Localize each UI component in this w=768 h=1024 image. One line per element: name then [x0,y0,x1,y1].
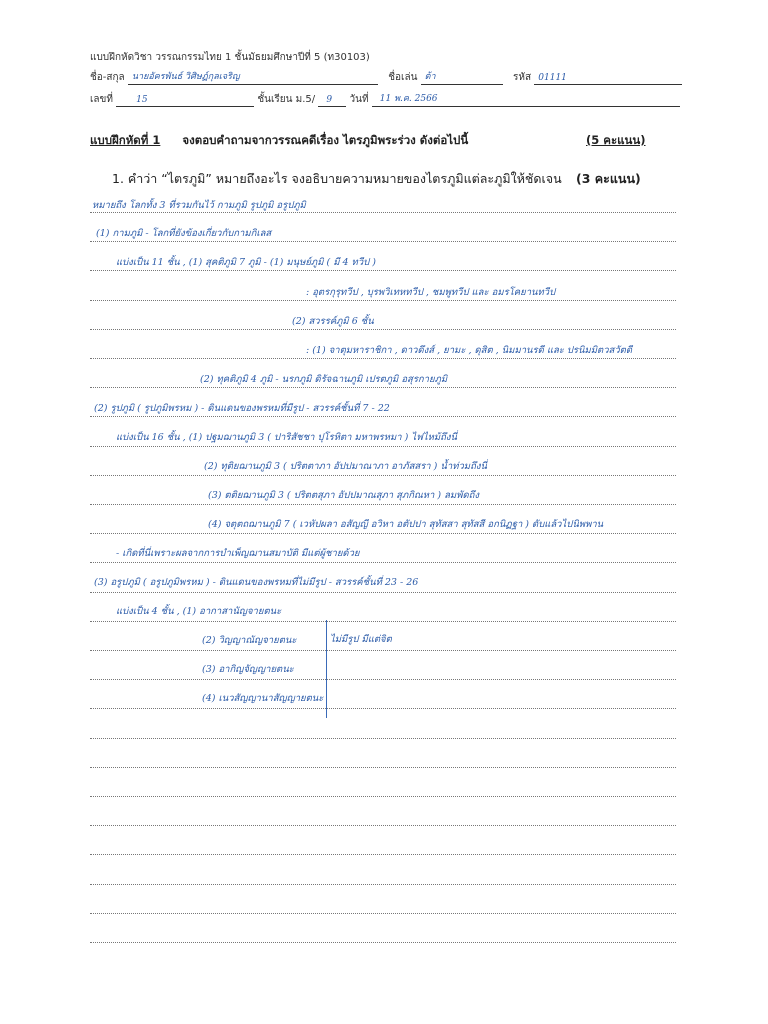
number-field[interactable] [116,94,254,107]
answer-rule [90,942,676,943]
id-label: รหัส [513,72,532,83]
nickname-label: ชื่อเล่น [388,72,418,83]
answer-line-18: (4) เนวสัญญานาสัญญายตนะ [202,693,324,704]
answer-rule [90,416,676,417]
answer-rule [90,592,676,593]
answer-rule [90,475,676,476]
answer-rule [90,270,676,271]
date-value: 11 พ.ค. 2566 [379,94,438,104]
answer-rule [90,621,676,622]
number-value: 15 [136,95,148,105]
id-value: 01111 [538,73,567,83]
answer-line-4: : อุตรกุรุทวีป , บุรพวิเทหทวีป , ชมพูทวีป และ อมรโคยานทวีป [306,287,556,298]
answer-rule [90,854,676,855]
answer-rule [90,358,676,359]
exercise-label: แบบฝึกหัดที่ 1 [90,133,161,147]
answer-line-7: (2) ทุคติภูมิ 4 ภูมิ - นรกภูมิ ดิรัจฉานภูมิ เปรตภูมิ อสุรกายภูมิ [200,374,448,385]
question-points: (3 คะแนน) [576,171,641,186]
course-header: แบบฝึกหัดวิชา วรรณกรรมไทย 1 ชั้นมัธยมศึกษาปีที่ 5 (ท30103) [90,52,370,63]
answer-line-3: แบ่งเป็น 11 ชั้น , (1) สุคติภูมิ 7 ภูมิ - (1) มนุษย์ภูมิ ( มี 4 ทวีป ) [116,257,376,268]
answer-rule [90,767,676,768]
answer-rule [90,504,676,505]
answer-line-12: (4) จตุตถฌานภูมิ 7 ( เวหัปผลา อสัญญี อวิหา อตัปปา สุทัสสา สุทัสสี อกนิฏฐา ) ดับแล้วไปนิพพาน [208,519,604,530]
answer-line-13: - เกิดที่นี่เพราะผลจากการบำเพ็ญฌานสมาบัติ มีแต่ผู้ชายด้วย [116,548,360,559]
arupa-bracket [318,620,327,718]
exercise-title [90,132,646,150]
answer-rule [90,738,676,739]
id-field[interactable] [534,72,682,85]
answer-line-14: (3) อรูปภูมิ ( อรูปภูมิพรหม ) - ดินแดนของพรหมที่ไม่มีรูป - สวรรค์ชั้นที่ 23 - 26 [94,577,419,588]
answer-rule [90,387,676,388]
answer-rule [90,825,676,826]
nickname-field[interactable] [421,72,503,85]
nickname-value: ต้า [424,72,436,82]
exercise-instruction: จงตอบคำถามจากวรรณคดีเรื่อง ไตรภูมิพระร่วง ดังต่อไปนี้ [182,133,469,147]
answer-rule [90,241,676,242]
answer-line-10: (2) ทุติยฌานภูมิ 3 ( ปริตตาภา อัปปมาณาภา อาภัสสรา ) น้ำท่วมถึงนี่ [204,461,487,472]
name-row [90,70,682,85]
name-value: นายอัครพันธ์ วิศิษฏ์กุลเจริญ [131,72,240,82]
name-label: ชื่อ-สกุล [90,72,125,83]
answer-rule [90,679,676,680]
answer-line-16: (2) วิญญาณัญจายตนะ [202,635,297,646]
answer-rule [90,446,676,447]
answer-line-15: แบ่งเป็น 4 ชั้น , (1) อากาสานัญจายตนะ [116,606,282,617]
number-row [90,92,680,107]
answer-line-11: (3) ตติยฌานภูมิ 3 ( ปริตตสุภา อัปปมาณสุภา สุภกิณหา ) ลมพัดถึง [208,490,480,501]
number-label: เลขที่ [90,94,113,105]
date-field[interactable] [372,94,680,107]
answer-rule [90,913,676,914]
class-field[interactable] [318,94,346,107]
question-1 [112,169,641,189]
answer-line-17: (3) อากิญจัญญายตนะ [202,664,294,675]
answer-rule [90,533,676,534]
answer-line-2: (1) กามภูมิ - โลกที่ยังข้องเกี่ยวกับกามกิเลส [96,228,272,239]
class-label: ชั้นเรียน ม.5/ [257,94,316,105]
exercise-score: (5 คะแนน) [586,133,646,147]
answer-rule [90,796,676,797]
answer-line-1: หมายถึง โลกทั้ง 3 ที่รวมกันไว้ กามภูมิ รูปภูมิ อรูปภูมิ [92,200,306,211]
arupa-note: ไม่มีรูป มีแต่จิต [330,634,392,645]
name-field[interactable] [128,72,378,85]
answer-rule [90,650,676,651]
question-text: 1. คำว่า “ไตรภูมิ” หมายถึงอะไร จงอธิบายความหมายของไตรภูมิแต่ละภูมิให้ชัดเจน [112,171,562,186]
date-label: วันที่ [349,94,369,105]
answer-line-5: (2) สวรรค์ภูมิ 6 ชั้น [292,316,374,327]
answer-rule [90,562,676,563]
answer-rule [90,708,676,709]
answer-line-6: : (1) จาตุมหาราชิกา , ดาวดึงส์ , ยามะ , ดุสิต , นิมมานรดี และ ปรนิมมิตวสวัตดี [306,345,633,356]
answer-rule [90,329,676,330]
class-value: 9 [326,95,333,105]
answer-line-9: แบ่งเป็น 16 ชั้น , (1) ปฐมฌานภูมิ 3 ( ปาริสัชชา ปุโรหิตา มหาพรหมา ) ไฟไหม้ถึงนี่ [116,432,458,443]
answer-line-8: (2) รูปภูมิ ( รูปภูมิพรหม ) - ดินแดนของพรหมที่มีรูป - สวรรค์ชั้นที่ 7 - 22 [94,403,390,414]
answer-rule [90,884,676,885]
